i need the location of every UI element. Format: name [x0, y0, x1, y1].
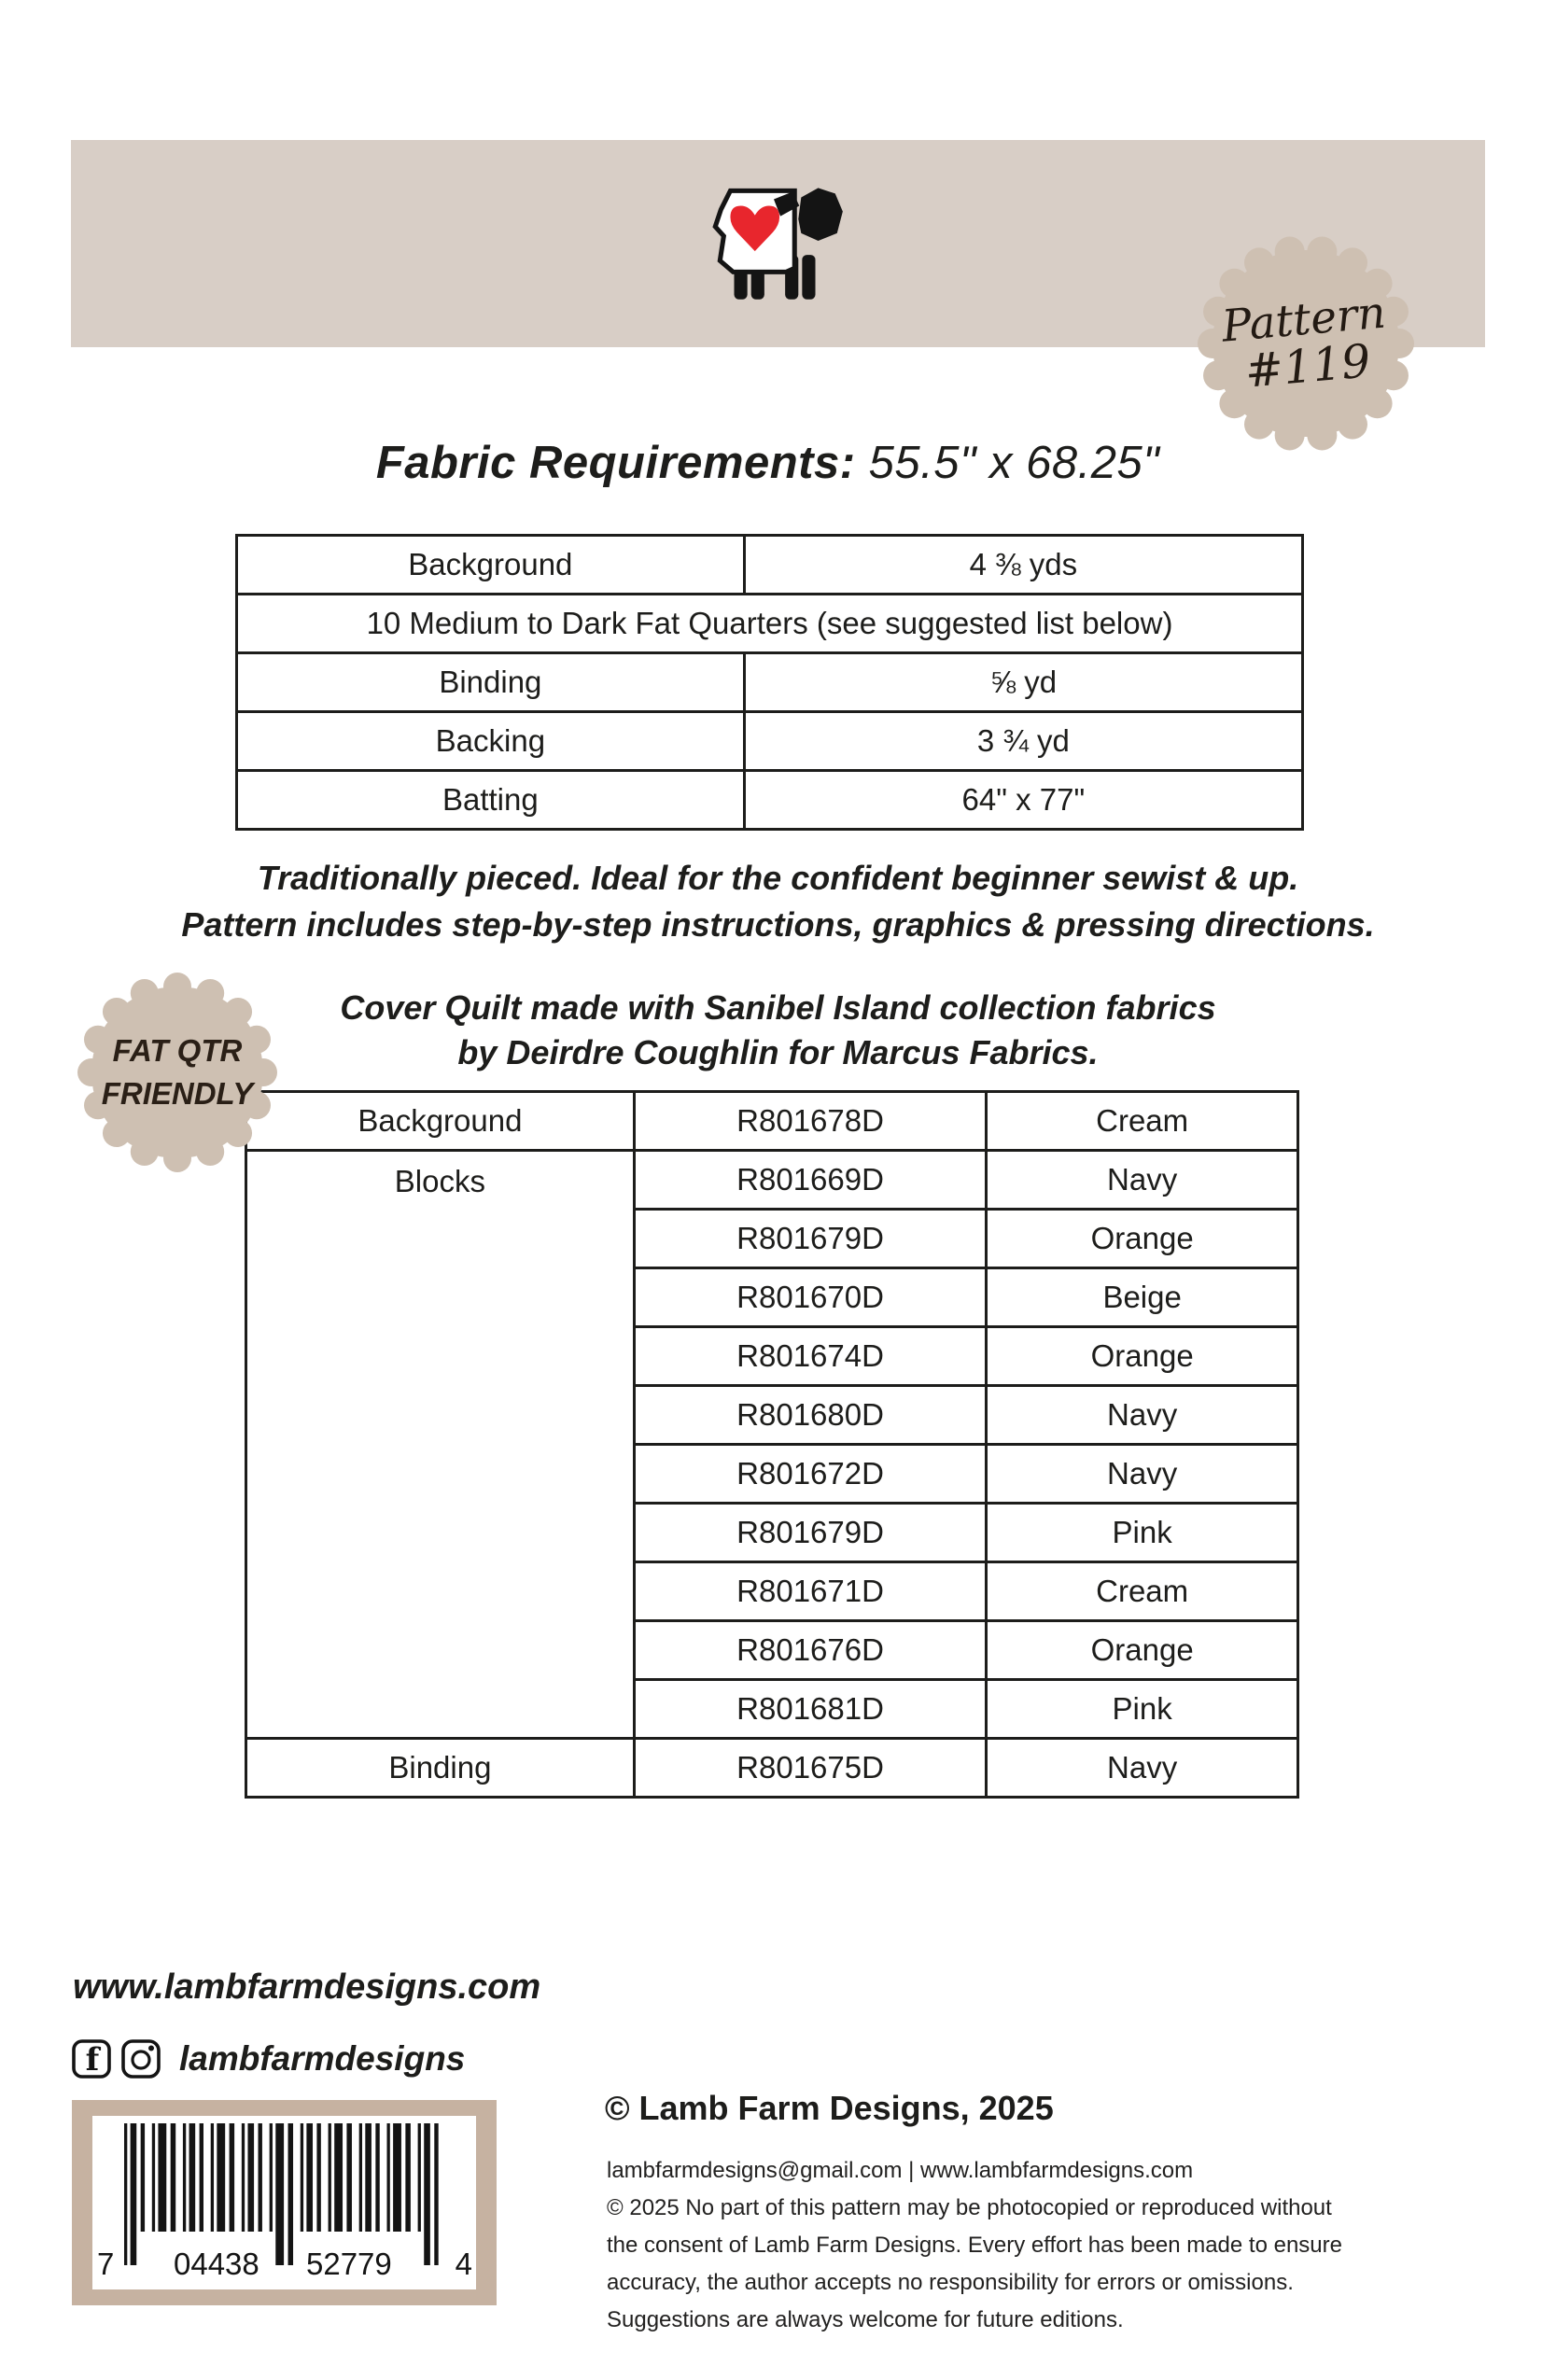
fabric-code: R801681D [634, 1680, 986, 1739]
fabric-requirements-title [168, 437, 1367, 489]
finished-size: 55.5" x 68.25" [868, 438, 1160, 488]
fabric-code: R801675D [634, 1739, 986, 1798]
requirement-value: 4 ⅜ yds [744, 536, 1302, 595]
barcode [72, 2100, 497, 2305]
fabric-code: R801678D [634, 1092, 986, 1151]
fabric-code: R801669D [634, 1151, 986, 1210]
fabric-color: Navy [987, 1445, 1298, 1504]
requirement-label: Background [237, 536, 745, 595]
fabric-color: Navy [987, 1151, 1298, 1210]
copyright-title: © Lamb Farm Designs, 2025 [605, 2089, 1054, 2127]
requirement-label: Backing [237, 712, 745, 771]
contact-line: lambfarmdesigns@gmail.com | www.lambfarmdesigns.com [607, 2158, 1194, 2183]
fabric-code: R801679D [634, 1504, 986, 1562]
table-row [237, 712, 1303, 771]
table-row [246, 1092, 1298, 1151]
suggested-fabric-table [245, 1090, 1299, 1799]
facebook-icon [71, 2038, 112, 2079]
table-row [237, 653, 1303, 712]
badge-line: FAT QTR [112, 1033, 243, 1069]
badge-pattern-number: #119 [1242, 334, 1373, 399]
table-row [246, 1151, 1298, 1210]
fabric-code: R801680D [634, 1386, 986, 1445]
barcode-digit: 4 [453, 2247, 475, 2282]
badge-word-pattern: Pattern [1219, 287, 1388, 353]
fabric-group-label: Background [246, 1092, 635, 1151]
svg-text:f: f [85, 2041, 100, 2079]
fabric-code: R801679D [634, 1210, 986, 1268]
title-label: Fabric Requirements: [375, 438, 856, 488]
badge-line: FRIENDLY [101, 1076, 254, 1111]
requirement-value: 64" x 77" [744, 771, 1302, 830]
table-row [237, 771, 1303, 830]
table-row [237, 536, 1303, 595]
fabric-color: Navy [987, 1739, 1298, 1798]
fabric-requirements-table [235, 534, 1304, 831]
fabric-color: Navy [987, 1386, 1298, 1445]
fabric-code: R801670D [634, 1268, 986, 1327]
pattern-description [0, 855, 1556, 948]
description-line: Pattern includes step-by-step instructions, graphics & pressing directions. [181, 905, 1375, 944]
requirement-value: 3 ¾ yd [744, 712, 1302, 771]
cover-note-line: Cover Quilt made with Sanibel Island collection fabrics [340, 988, 1216, 1027]
fat-quarters-note: 10 Medium to Dark Fat Quarters (see suggested list below) [237, 595, 1303, 653]
fat-quarter-friendly-badge [77, 973, 277, 1172]
requirement-label: Binding [237, 653, 745, 712]
website-url: www.lambfarmdesigns.com [73, 1967, 541, 2007]
fabric-code: R801676D [634, 1621, 986, 1680]
barcode-digit: 7 [94, 2247, 117, 2282]
legal-line: the consent of Lamb Farm Designs. Every effort has been made to ensure [607, 2233, 1342, 2258]
cover-note-line: by Deirdre Coughlin for Marcus Fabrics. [457, 1033, 1099, 1071]
social-media-row [71, 2038, 465, 2079]
social-handle: lambfarmdesigns [179, 2039, 466, 2078]
table-row [246, 1739, 1298, 1798]
legal-line: © 2025 No part of this pattern may be photocopied or reproduced without [607, 2195, 1332, 2220]
requirement-value: ⅝ yd [744, 653, 1302, 712]
instagram-icon [120, 2038, 161, 2079]
barcode-digits: 04438 [171, 2247, 262, 2282]
fabric-code: R801674D [634, 1327, 986, 1386]
fabric-code: R801672D [634, 1445, 986, 1504]
legal-text-block [607, 2152, 1342, 2339]
fabric-color: Cream [987, 1562, 1298, 1621]
fabric-color: Orange [987, 1621, 1298, 1680]
legal-line: accuracy, the author accepts no responsibility for errors or omissions. [607, 2270, 1294, 2295]
barcode-inner [92, 2116, 476, 2289]
legal-line: Suggestions are always welcome for future editions. [607, 2307, 1124, 2332]
requirement-label: Batting [237, 771, 745, 830]
fabric-group-label: Blocks [246, 1151, 635, 1739]
barcode-digits: 52779 [303, 2247, 395, 2282]
sheep-heart-logo-icon [694, 179, 855, 304]
barcode-bars [124, 2123, 442, 2265]
fabric-color: Orange [987, 1210, 1298, 1268]
description-line: Traditionally pieced. Ideal for the confident beginner sewist & up. [257, 859, 1299, 897]
fabric-color: Pink [987, 1504, 1298, 1562]
fabric-color: Beige [987, 1268, 1298, 1327]
fabric-group-label: Binding [246, 1739, 635, 1798]
table-row [237, 595, 1303, 653]
pattern-number-badge [1198, 235, 1414, 452]
fabric-color: Orange [987, 1327, 1298, 1386]
fabric-code: R801671D [634, 1562, 986, 1621]
fabric-color: Cream [987, 1092, 1298, 1151]
fabric-color: Pink [987, 1680, 1298, 1739]
